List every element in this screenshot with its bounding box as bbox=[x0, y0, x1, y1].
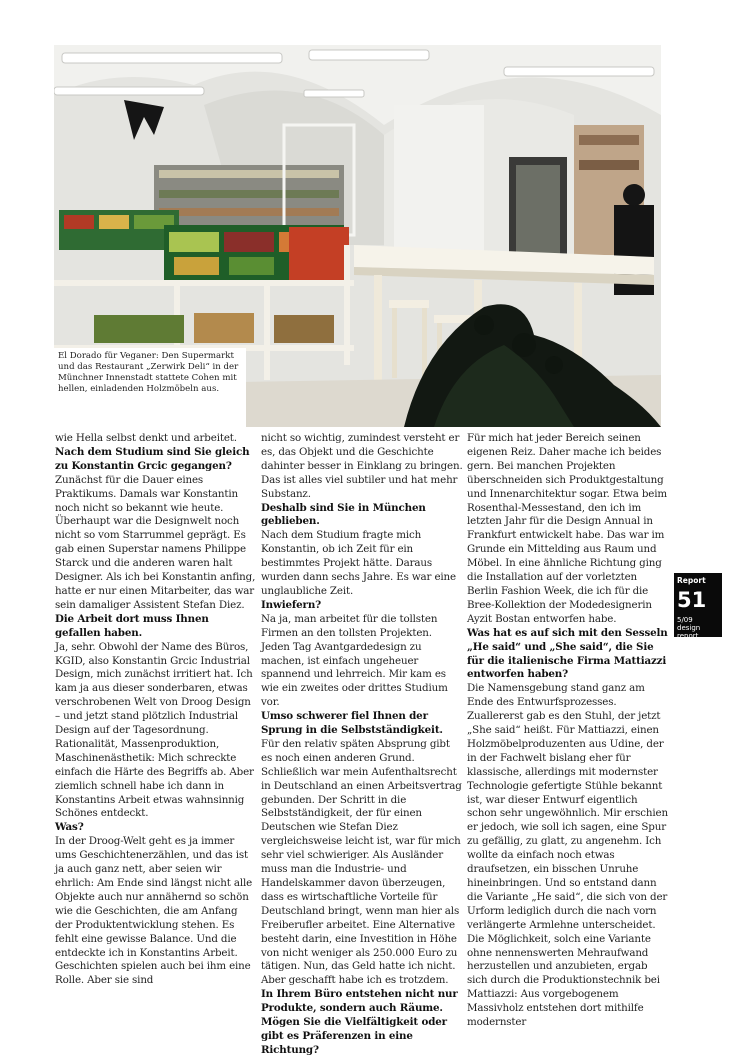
section-label: Report bbox=[677, 576, 706, 585]
interview-question: Die Arbeit dort muss Ihnen gefallen haben. bbox=[55, 612, 209, 639]
interview-question: Inwiefern? bbox=[261, 598, 322, 611]
interview-answer: Ja, sehr. Obwohl der Name des Büros, KGID, also Konstantin Grcic Industrial Design, mich zunächst irritiert hat. Ich kam ja aus dieser sonderbaren, etwas verschrobenen Welt von Droog Design – und jetzt stand plötzlich Industrial Design auf der Tagesordnung. Rationalität, Massenproduktion, Maschinenästhetik: Mich schreckte einfach die Härte des Begriffs ab. Aber ziemlich schnell habe ich dann in Konstantins Arbeit etwas wahnsinnig Schönes entdeckt. bbox=[55, 640, 254, 820]
interview-answer: In der Droog-Welt geht es ja immer ums Geschichtenerzählen, und das ist ja auch ganz nett, aber seien wir ehrlich: Am Ende sind längst nicht alle Objekte auch nur annähernd so schön wie die Geschichten, die am Anfang der Produktentwicklung stehen. Es fehlt eine gewisse Balance. Und die entdeckte ich in Konstantins Arbeit. Geschichten spielen auch bei ihm eine Rolle. Aber sie sind bbox=[55, 835, 253, 987]
interview-question: Umso schwerer fiel Ihnen der Sprung in die Selbstständigkeit. bbox=[261, 710, 443, 737]
interview-question: Was? bbox=[55, 821, 84, 834]
page-number-tab bbox=[674, 573, 722, 640]
interview-answer: Die Namensgebung stand ganz am Ende des Entwurfsprozesses. Zuallererst gab es den Stuhl, der jetzt „She said“ heißt. Für Mattiazzi, einen Holzmöbelproduzenten aus Udine, der in der Fachwelt bislang eher für klassische, allerdings mit modernster Technologie gefertigte Stühle bekannt ist, war dieser Entwurf eigentlich schon sehr ungewöhnlich. Mir erschien er jedoch, wie soll ich sagen, eine Spur zu gefällig, zu glatt, zu angenehm. Ich wollte da einfach noch etwas draufsetzen, ein bisschen Unruhe hineinbringen. Und so entstand dann die Variante „He said“, die sich von der Urform lediglich durch die nach vorn verlängerte Armlehne unterscheidet. Die Möglichkeit, solch eine Variante ohne nennenswerten Mehraufwand herzustellen und anzubieten, ergab sich durch die Produktionstechnik bei Mattiazzi: Aus vorgebogenem Massivholz entstehen dort mithilfe modernster bbox=[467, 682, 668, 1029]
interview-answer: Na ja, man arbeitet für die tollsten Firmen an den tollsten Projekten. Jeden Tag Avantgardedesign zu machen, ist einfach ungeheuer spannend und lehrreich. Mir kam es wie ein zweites oder drittes Studium vor. bbox=[261, 612, 448, 709]
issue-info bbox=[677, 616, 722, 640]
magazine-name: design report bbox=[677, 624, 701, 640]
interview-answer: nicht so wichtig, zumindest versteht er es, das Objekt und die Geschichte dahinter besser in Einklang zu bringen. Das ist alles viel subtiler und hat mehr Substanz. bbox=[261, 432, 463, 500]
interview-answer: Zunächst für die Dauer eines Praktikums. Damals war Konstantin noch nicht so bekannt wie heute. Überhaupt war die Designwelt noch nicht so vom Starrummel geprägt. Es gab einen Superstar namens Philippe Starck und die anderen waren halt Designer. Als ich bei Konstantin anfing, hatte er nur einen Mitarbeiter, das war sein damaliger Assistent Stefan Diez. bbox=[55, 473, 256, 611]
interview-question: Was hat es auf sich mit den Sesseln „He said“ und „She said“, die Sie für die italienische Firma Mattiazzi entworfen haben? bbox=[467, 626, 668, 681]
text-column-2 bbox=[261, 432, 463, 1058]
interview-question: Nach dem Studium sind Sie gleich zu Konstantin Grcic gegangen? bbox=[55, 445, 250, 472]
photo-caption: El Dorado für Veganer: Den Supermarkt und das Restaurant „Zerwirk Deli“ in der Münchner Innenstadt stattete Cohen mit hellen, einladenden Holzmöbeln aus. bbox=[54, 348, 246, 427]
text-column-3 bbox=[467, 432, 669, 1030]
interview-answer: Für den relativ späten Absprung gibt es noch einen anderen Grund. Schließlich war mein Aufenthaltsrecht in Deutschland an einen Arbeitsvertrag gebunden. Der Schritt in die Selbstständigkeit, der für einen Deutschen wie Stefan Diez vergleichsweise leicht ist, war für mich sehr viel schwieriger. Als Ausländer muss man die Industrie- und Handelskammer davon überzeugen, dass es wirtschaftliche Vorteile für Deutschland bringt, wenn man hier als Freiberufler arbeitet. Eine Alternative besteht darin, eine Investition in Höhe von nicht weniger als 250.000 Euro zu tätigen. Nun, das Geld hatte ich nicht. Aber geschafft habe ich es trotzdem. bbox=[261, 737, 462, 987]
interview-answer: Für mich hat jeder Bereich seinen eigenen Reiz. Daher mache ich beides gern. Bei manchen Projekten überschneiden sich Produktgestaltung und Innenarchitektur sogar. Etwa beim Rosenthal-Messestand, den ich im letzten Jahr für die Design Annual in Frankfurt entwickelt habe. Das war im Grunde ein Mittelding aus Raum und Möbel. In eine ähnliche Richtung ging die Installation auf der vorletzten Berlin Fashion Week, die ich für die Bree-Kollektion der Modedesignerin Ayzit Bostan entworfen habe. bbox=[467, 432, 667, 625]
issue-number: 5/09 bbox=[677, 616, 693, 624]
paragraph: wie Hella selbst denkt und arbeitet. bbox=[55, 432, 237, 444]
interview-question: Deshalb sind Sie in München geblieben. bbox=[261, 501, 426, 528]
interview-question: In Ihrem Büro entstehen nicht nur Produkte, sondern auch Räume. Mögen Sie die Vielfältigkeit oder gibt es Präferenzen in eine Richtung? bbox=[261, 988, 458, 1056]
page-number: 51 bbox=[677, 588, 707, 612]
text-column-1 bbox=[55, 432, 257, 988]
interview-answer: Nach dem Studium fragte mich Konstantin, ob ich Zeit für ein bestimmtes Projekt hätte. Daraus wurden dann sechs Jahre. Es war eine unglaubliche Zeit. bbox=[261, 529, 456, 597]
